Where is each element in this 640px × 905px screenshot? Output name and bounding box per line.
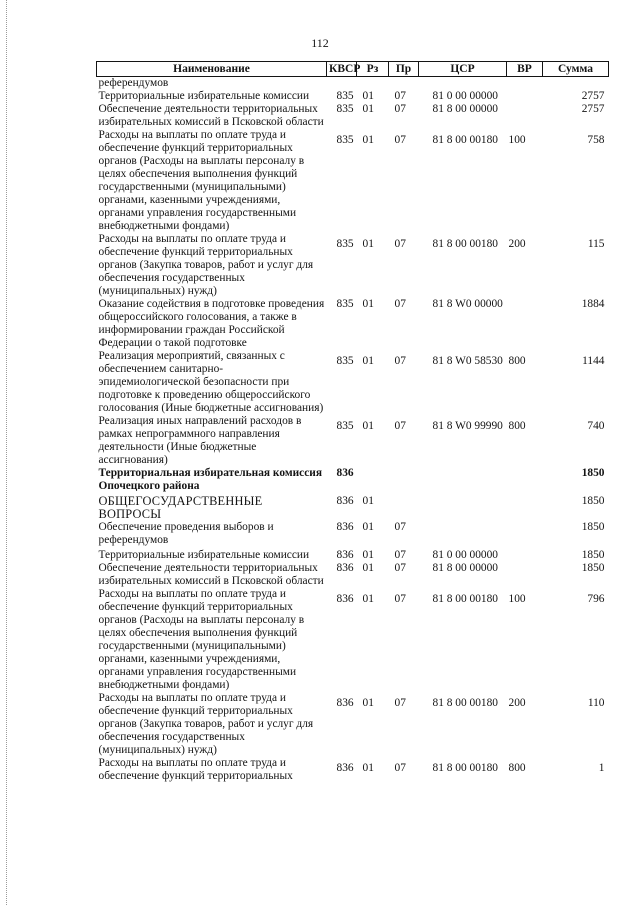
cell-vr bbox=[507, 90, 543, 103]
cell-pr: 07 bbox=[394, 697, 406, 709]
cell-kvsr: 836 bbox=[336, 697, 354, 709]
table-row bbox=[97, 562, 609, 588]
header-sum: Сумма bbox=[543, 62, 609, 77]
cell-csr bbox=[419, 467, 507, 493]
page-number: 112 bbox=[311, 36, 329, 50]
cell-vr bbox=[507, 562, 543, 588]
cell-csr bbox=[419, 77, 507, 91]
cell-pr bbox=[389, 493, 419, 521]
cell-csr: 81 8 W0 99990 bbox=[432, 420, 503, 432]
cell-rz: 01 bbox=[362, 593, 374, 605]
cell-name: референдумов bbox=[98, 77, 169, 89]
cell-kvsr: 835 bbox=[336, 238, 354, 250]
cell-rz: 01 bbox=[362, 495, 374, 507]
cell-pr: 07 bbox=[394, 593, 406, 605]
cell-rz: 01 bbox=[362, 562, 374, 574]
cell-rz: 01 bbox=[362, 90, 374, 102]
cell-sum: 1850 bbox=[581, 467, 605, 479]
cell-rz bbox=[357, 467, 389, 493]
cell-sum: 1850 bbox=[581, 562, 605, 574]
cell-sum: 115 bbox=[587, 238, 605, 250]
cell-name: Обеспечение деятельности территориальных избирательных комиссий в Псковской области bbox=[98, 103, 324, 128]
cell-kvsr: 836 bbox=[336, 521, 354, 533]
cell-pr: 07 bbox=[394, 90, 406, 102]
cell-pr bbox=[389, 77, 419, 91]
cell-kvsr: 835 bbox=[336, 134, 354, 146]
cell-rz: 01 bbox=[362, 762, 374, 774]
cell-kvsr: 835 bbox=[336, 420, 354, 432]
cell-kvsr: 835 bbox=[336, 90, 354, 102]
table-row bbox=[97, 298, 609, 350]
table-row bbox=[97, 129, 609, 233]
cell-sum: 1144 bbox=[582, 355, 605, 367]
table-row bbox=[97, 757, 609, 783]
cell-sum: 740 bbox=[587, 420, 605, 432]
cell-name: Реализация мероприятий, связанных с обеспечением санитарно-эпидемиологической безопасности при подготовке к проведению общероссийского голосования (Иные бюджетные ассигнования) bbox=[98, 350, 324, 414]
cell-name: Оказание содействия в подготовке проведения общероссийского голосования, а также в информировании граждан Российской Федерации о такой подготовке bbox=[98, 298, 325, 349]
cell-vr bbox=[507, 298, 543, 350]
scan-edge bbox=[6, 0, 8, 905]
cell-name: Реализация иных направлений расходов в рамках непрограммного направления деятельности (Иные бюджетные ассигнования) bbox=[98, 415, 302, 466]
cell-csr: 81 8 00 00180 bbox=[432, 238, 498, 250]
cell-csr: 81 8 00 00180 bbox=[432, 697, 498, 709]
cell-name: Территориальные избирательные комиссии bbox=[98, 90, 310, 102]
cell-csr: 81 8 00 00180 bbox=[432, 134, 498, 146]
cell-pr: 07 bbox=[394, 134, 406, 146]
cell-vr bbox=[507, 547, 543, 562]
cell-kvsr: 836 bbox=[336, 562, 354, 574]
header-kvsr: КВСР bbox=[327, 62, 357, 77]
cell-sum: 1 bbox=[598, 762, 605, 774]
cell-csr bbox=[419, 521, 507, 547]
cell-vr bbox=[507, 103, 543, 129]
cell-rz: 01 bbox=[362, 134, 374, 146]
cell-sum: 1850 bbox=[581, 549, 605, 561]
cell-vr bbox=[507, 493, 543, 521]
cell-rz: 01 bbox=[362, 355, 374, 367]
cell-kvsr: 836 bbox=[336, 762, 354, 774]
cell-pr: 07 bbox=[394, 355, 406, 367]
cell-rz: 01 bbox=[362, 420, 374, 432]
cell-rz bbox=[357, 77, 389, 91]
cell-name: Территориальная избирательная комиссия Опочецкого района bbox=[98, 467, 322, 492]
cell-csr: 81 8 00 00000 bbox=[432, 103, 498, 115]
cell-name: Расходы на выплаты по оплате труда и обеспечение функций территориальных органов (Закупка товаров, работ и услуг для обеспечения государственных (муниципальных) нужд) bbox=[98, 692, 314, 756]
cell-kvsr: 836 bbox=[336, 549, 354, 561]
cell-rz: 01 bbox=[362, 549, 374, 561]
cell-pr: 07 bbox=[394, 298, 406, 310]
cell-kvsr: 836 bbox=[336, 495, 354, 507]
cell-name: Обеспечение проведения выборов и референдумов bbox=[98, 521, 274, 546]
cell-sum: 2757 bbox=[581, 90, 605, 102]
table-row bbox=[97, 77, 609, 91]
cell-vr: 100 bbox=[508, 593, 526, 605]
header-vr: ВР bbox=[507, 62, 543, 77]
cell-name: Расходы на выплаты по оплате труда и обеспечение функций территориальных органов (Расходы на выплаты персоналу в целях обеспечения выполнения функций государственными (муниципальными) органами, казенными учреждениями, органами управления государственными внебюджетными фондами) bbox=[98, 129, 305, 232]
cell-sum: 1850 bbox=[581, 495, 605, 507]
cell-pr: 07 bbox=[394, 562, 406, 574]
cell-csr: 81 0 00 00000 bbox=[432, 549, 498, 561]
table-row bbox=[97, 588, 609, 692]
cell-name: ОБЩЕГОСУДАРСТВЕННЫЕ ВОПРОСЫ bbox=[98, 494, 263, 521]
cell-pr: 07 bbox=[394, 521, 406, 533]
cell-sum bbox=[543, 77, 609, 91]
cell-vr: 800 bbox=[508, 762, 526, 774]
cell-vr: 800 bbox=[508, 420, 526, 432]
cell-sum: 2757 bbox=[581, 103, 605, 115]
cell-pr bbox=[389, 467, 419, 493]
header-csr: ЦСР bbox=[419, 62, 507, 77]
table-row bbox=[97, 233, 609, 298]
cell-kvsr: 835 bbox=[336, 103, 354, 115]
table-header-row bbox=[97, 62, 609, 77]
header-rz: Рз bbox=[357, 62, 389, 77]
cell-vr: 200 bbox=[508, 697, 526, 709]
header-name: Наименование bbox=[97, 62, 327, 77]
cell-vr bbox=[507, 521, 543, 547]
cell-name: Обеспечение деятельности территориальных избирательных комиссий в Псковской области bbox=[98, 562, 324, 587]
table-body bbox=[97, 77, 609, 784]
cell-vr: 800 bbox=[508, 355, 526, 367]
cell-csr: 81 8 00 00000 bbox=[432, 562, 498, 574]
cell-csr: 81 8 W0 00000 bbox=[432, 298, 503, 310]
cell-rz: 01 bbox=[362, 298, 374, 310]
cell-rz: 01 bbox=[362, 103, 374, 115]
cell-sum: 758 bbox=[587, 134, 605, 146]
cell-sum: 1850 bbox=[581, 521, 605, 533]
cell-kvsr: 836 bbox=[336, 593, 354, 605]
table-row bbox=[97, 493, 609, 521]
cell-vr bbox=[507, 467, 543, 493]
table-row bbox=[97, 521, 609, 547]
cell-pr: 07 bbox=[394, 420, 406, 432]
table-row bbox=[97, 467, 609, 493]
cell-rz: 01 bbox=[362, 697, 374, 709]
cell-pr: 07 bbox=[394, 238, 406, 250]
header-pr: Пр bbox=[389, 62, 419, 77]
cell-kvsr bbox=[327, 77, 357, 91]
table-row bbox=[97, 692, 609, 757]
cell-kvsr: 835 bbox=[336, 355, 354, 367]
cell-pr: 07 bbox=[394, 762, 406, 774]
table-row bbox=[97, 547, 609, 562]
budget-table bbox=[96, 61, 609, 783]
cell-pr: 07 bbox=[394, 103, 406, 115]
table-row bbox=[97, 350, 609, 415]
cell-vr bbox=[507, 77, 543, 91]
cell-vr: 100 bbox=[508, 134, 526, 146]
cell-csr: 81 8 00 00180 bbox=[432, 593, 498, 605]
cell-name: Расходы на выплаты по оплате труда и обеспечение функций территориальных органов (Закупка товаров, работ и услуг для обеспечения государственных (муниципальных) нужд) bbox=[98, 233, 314, 297]
cell-pr: 07 bbox=[394, 549, 406, 561]
cell-name: Расходы на выплаты по оплате труда и обеспечение функций территориальных bbox=[98, 757, 293, 782]
cell-vr: 200 bbox=[508, 238, 526, 250]
cell-csr: 81 8 W0 58530 bbox=[432, 355, 503, 367]
cell-kvsr: 836 bbox=[336, 467, 354, 479]
table-row bbox=[97, 90, 609, 103]
cell-rz: 01 bbox=[362, 238, 374, 250]
table-row bbox=[97, 103, 609, 129]
cell-csr: 81 8 00 00180 bbox=[432, 762, 498, 774]
cell-name: Территориальные избирательные комиссии bbox=[98, 549, 310, 561]
cell-sum: 110 bbox=[587, 697, 605, 709]
cell-sum: 796 bbox=[587, 593, 605, 605]
cell-csr bbox=[419, 493, 507, 521]
cell-csr: 81 0 00 00000 bbox=[432, 90, 498, 102]
cell-kvsr: 835 bbox=[336, 298, 354, 310]
table-row bbox=[97, 415, 609, 467]
cell-name: Расходы на выплаты по оплате труда и обеспечение функций территориальных органов (Расходы на выплаты персоналу в целях обеспечения выполнения функций государственными (муниципальными) органами, казенными учреждениями, органами управления государственными внебюджетными фондами) bbox=[98, 588, 305, 691]
cell-rz: 01 bbox=[362, 521, 374, 533]
cell-sum: 1884 bbox=[581, 298, 605, 310]
